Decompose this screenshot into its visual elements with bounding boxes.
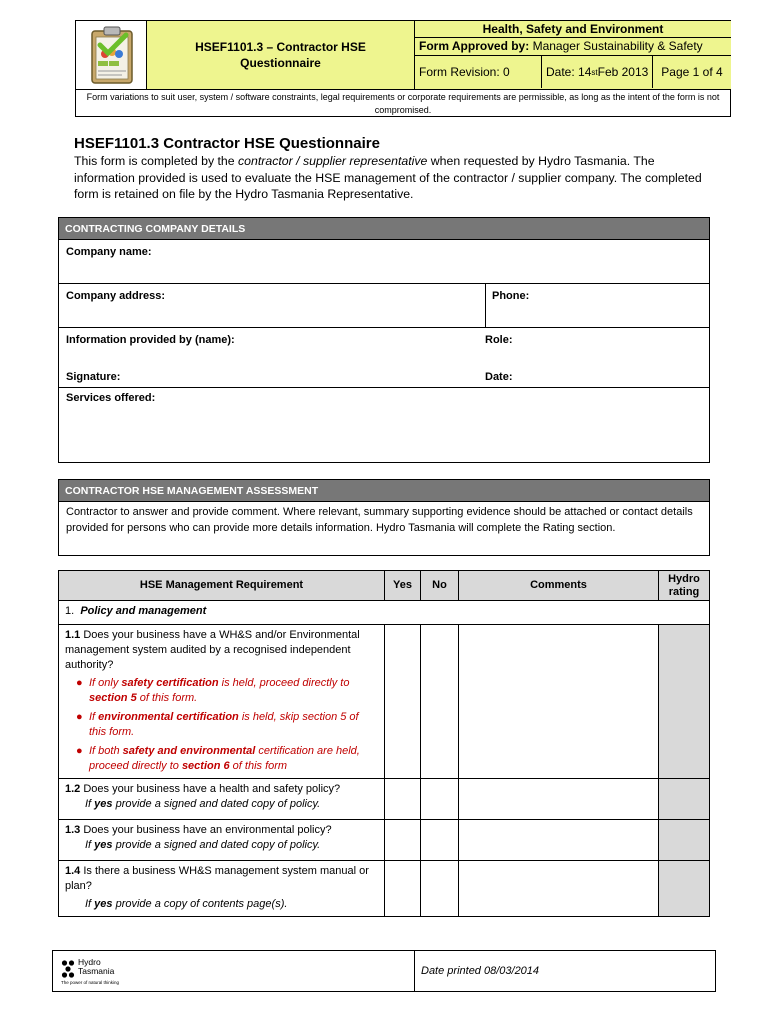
logo-text: Hydro Tasmania (78, 957, 115, 976)
list-item: ● If only safety certification is held, proceed directly to section 5 of this form. (76, 677, 350, 704)
yes-cell-1-2[interactable] (385, 779, 421, 819)
form-category: Health, Safety and Environment (415, 21, 731, 38)
company-address-row (59, 284, 709, 328)
section-title: 1. Policy and management (65, 605, 207, 617)
services-offered-label: Services offered: (66, 392, 156, 404)
company-name-label: Company name: (66, 246, 152, 258)
rating-cell-1-3[interactable] (659, 820, 709, 860)
date-label: Date: (485, 371, 513, 383)
certification-bullets (65, 676, 378, 774)
page-number: Page 1 of 4 (661, 65, 723, 79)
company-name-field[interactable] (59, 240, 709, 284)
hydro-logo-icon (61, 959, 75, 979)
col-yes-header: Yes (385, 571, 421, 600)
clipboard-logo-icon (76, 21, 147, 89)
yes-cell-1-3[interactable] (385, 820, 421, 860)
requirement-1-3: 1.3 Does your business have an environmental policy? If yes provide a signed and dated copy of policy. (59, 820, 385, 860)
form-variation-note: Form variations to suit user, system / software constraints, legal requirements or corporate requirements are permissible, as long as the intent of the form is not compromised. (76, 89, 730, 117)
rating-cell-1-1[interactable] (659, 625, 709, 778)
form-date: Date: 14 st Feb 2013 (542, 56, 653, 88)
info-provided-label: Information provided by (name): (66, 334, 235, 346)
role-label: Role: (485, 334, 513, 346)
form-meta (415, 21, 731, 89)
list-item: ● If environmental certification is held, skip section 5 of this form. (76, 711, 359, 738)
assessment-instructions: Contractor to answer and provide comment. Where relevant, summary supporting evidence should be attached or contact details provided for persons who can provide more details information. Hydro Tasmania will complete the Rating section. (66, 506, 693, 534)
comments-cell-1-1[interactable] (459, 625, 659, 778)
requirement-1-1: 1.1 Does your business have a WH&S and/or Environmental management system audited by a recognised independent authority? ● If only safety certification is held, proceed directly to section 5 of this form. ● If environmental certification is held, skip section 5 of this form. ● If both safety and environmental certification are held, proceed directly to section 6 of this form (59, 625, 385, 778)
assessment-heading: CONTRACTOR HSE MANAGEMENT ASSESSMENT (59, 480, 709, 502)
comments-cell-1-4[interactable] (459, 861, 659, 916)
logo-tagline: The power of natural thinking (61, 980, 120, 985)
col-requirement-header: HSE Management Requirement (59, 571, 385, 600)
form-meta-row (415, 56, 731, 88)
signature-label: Signature: (66, 371, 121, 383)
col-rating-header: Hydro rating (659, 571, 709, 600)
table-row-1-4 (59, 861, 709, 916)
requirement-1-2: 1.2 Does your business have a health and safety policy? If yes provide a signed and dated copy of policy. (59, 779, 385, 819)
table-row-1-3 (59, 820, 709, 861)
form-revision: Form Revision: 0 (415, 56, 542, 88)
intro-paragraph: This form is completed by the contractor / supplier representative when requested by Hydro Tasmania. The information provided is used to evaluate the HSE management of the contractor / supplier company. The completed form is retained on file by the Hydro Tasmania Representative. (74, 154, 702, 201)
rating-cell-1-4[interactable] (659, 861, 709, 916)
yes-cell-1-4[interactable] (385, 861, 421, 916)
company-details-heading: CONTRACTING COMPANY DETAILS (59, 218, 709, 240)
form-code-title: HSEF1101.3 – Contractor HSE Questionnaire (147, 21, 415, 89)
no-cell-1-4[interactable] (421, 861, 459, 916)
col-no-header: No (421, 571, 459, 600)
comments-cell-1-2[interactable] (459, 779, 659, 819)
document-title: HSEF1101.3 Contractor HSE Questionnaire (74, 135, 380, 152)
table-row-1-2 (59, 779, 709, 820)
table-row-1-1 (59, 625, 709, 779)
no-cell-1-2[interactable] (421, 779, 459, 819)
company-address-label: Company address: (66, 290, 166, 302)
page-footer (52, 950, 716, 992)
requirements-table (58, 570, 710, 917)
rating-cell-1-2[interactable] (659, 779, 709, 819)
comments-cell-1-3[interactable] (459, 820, 659, 860)
info-provided-row[interactable] (59, 328, 709, 388)
date-printed: Date printed 08/03/2014 (421, 965, 540, 977)
form-approved: Form Approved by: Manager Sustainability & Safety (415, 38, 731, 56)
col-comments-header: Comments (459, 571, 659, 600)
yes-cell-1-1[interactable] (385, 625, 421, 778)
no-cell-1-3[interactable] (421, 820, 459, 860)
phone-field[interactable] (486, 284, 709, 327)
list-item: ● If both safety and environmental certification are held, proceed directly to section 6 of this form (76, 745, 360, 772)
company-details-section (58, 217, 710, 463)
form-header (75, 20, 731, 117)
section-row-policy (59, 601, 709, 625)
company-address-field[interactable] (59, 284, 486, 327)
hydro-tasmania-logo (53, 951, 415, 991)
no-cell-1-1[interactable] (421, 625, 459, 778)
services-offered-field[interactable] (59, 388, 709, 462)
requirement-1-4: 1.4 Is there a business WH&S management system manual or plan? If yes provide a copy of contents page(s). (59, 861, 385, 916)
table-header-row (59, 571, 709, 601)
phone-label: Phone: (492, 290, 530, 302)
assessment-section (58, 479, 710, 556)
